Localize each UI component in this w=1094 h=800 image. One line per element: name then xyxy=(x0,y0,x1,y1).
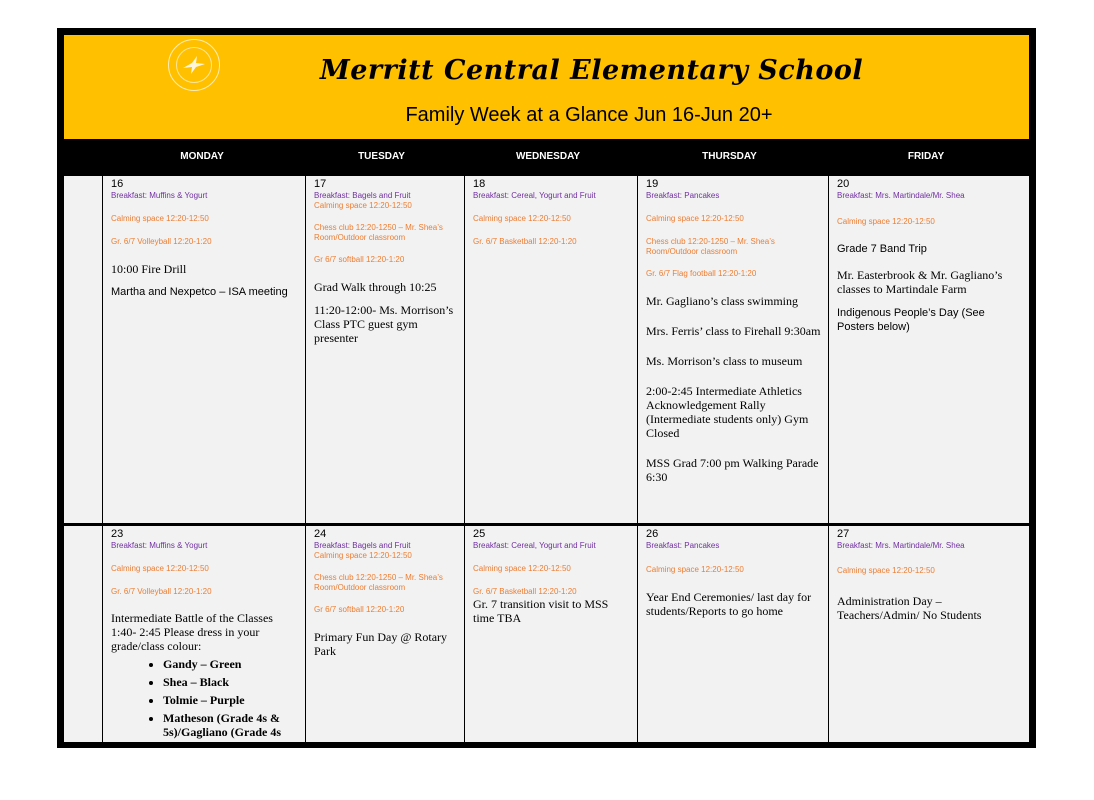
event: Primary Fun Day @ Rotary Park xyxy=(314,630,448,658)
day-cell-27 xyxy=(829,526,1029,742)
list-item: • Tolmie – Purple xyxy=(163,693,299,707)
breakfast-note: Breakfast: Pancakes xyxy=(646,191,720,200)
day-header-friday: FRIDAY xyxy=(907,151,945,162)
event: Grade 7 Band Trip xyxy=(837,243,927,255)
day-cell-19 xyxy=(638,176,828,523)
breakfast-note: Breakfast: Cereal, Yogurt and Fruit xyxy=(473,541,596,550)
date-number: 16 xyxy=(111,178,124,190)
day-header-tuesday: TUESDAY xyxy=(358,151,405,162)
calming-note: Calming space 12:20-12:50 xyxy=(473,564,571,573)
calming-note: Calming space 12:20-12:50 xyxy=(111,214,209,223)
day-cell-18 xyxy=(465,176,637,523)
class-colour-list xyxy=(111,657,299,739)
week-row-2 xyxy=(64,526,1029,742)
date-number: 19 xyxy=(646,178,659,190)
date-number: 26 xyxy=(646,528,659,540)
breakfast-note: Breakfast: Pancakes xyxy=(646,541,720,550)
week-subtitle: Family Week at a Glance Jun 16-Jun 20+ xyxy=(405,104,773,126)
day-cell-20 xyxy=(829,176,1029,523)
date-number: 18 xyxy=(473,178,486,190)
activity-note: Gr 6/7 softball 12:20-1:20 xyxy=(314,255,405,264)
event: Mrs. Ferris’ class to Firehall 9:30am xyxy=(646,324,821,338)
calming-note: Calming space 12:20-12:50 xyxy=(314,551,412,560)
list-item: • Gandy – Green xyxy=(163,657,299,671)
event: Year End Ceremonies/ last day for students/Reports to go home xyxy=(646,590,812,618)
breakfast-note: Breakfast: Muffins & Yogurt xyxy=(111,191,208,200)
event: Grad Walk through 10:25 xyxy=(314,280,437,294)
date-number: 24 xyxy=(314,528,327,540)
day-header-wednesday: WEDNESDAY xyxy=(515,151,581,162)
activity-note: Gr. 6/7 Volleyball 12:20-1:20 xyxy=(111,587,212,596)
date-number: 27 xyxy=(837,528,850,540)
list-item: • Matheson (Grade 4s & 5s)/Gagliano (Grade 4s xyxy=(163,711,299,739)
club-note: Chess club 12:20-1250 – Mr. Shea’s Room/Outdoor classroom xyxy=(314,223,443,242)
date-number: 17 xyxy=(314,178,327,190)
activity-note: Gr. 6/7 Basketball 12:20-1:20 xyxy=(473,237,577,246)
activity-note: Gr 6/7 softball 12:20-1:20 xyxy=(314,605,405,614)
event: Gr. 7 transition visit to MSS time TBA xyxy=(473,597,609,625)
day-header-thursday: THURSDAY xyxy=(702,151,757,162)
event: Mr. Gagliano’s class swimming xyxy=(646,294,798,308)
date-number: 25 xyxy=(473,528,486,540)
day-cell-16 xyxy=(103,176,305,523)
event: Intermediate Battle of the Classes 1:40- 2:45 Please dress in your grade/class colour: xyxy=(111,611,273,653)
calming-note: Calming space 12:20-12:50 xyxy=(646,565,744,574)
school-name: Merritt Central Elementary School xyxy=(319,55,864,86)
event: 10:00 Fire Drill xyxy=(111,262,187,276)
event: 11:20-12:00- Ms. Morrison’s Class PTC guest gym presenter xyxy=(314,303,454,345)
date-number: 20 xyxy=(837,178,850,190)
calming-note: Calming space 12:20-12:50 xyxy=(473,214,571,223)
date-number: 23 xyxy=(111,528,124,540)
activity-note: Gr. 6/7 Flag football 12:20-1:20 xyxy=(646,269,757,278)
event: Indigenous People’s Day (See Posters below) xyxy=(837,307,985,333)
event: Martha and Nexpetco – ISA meeting xyxy=(111,286,288,298)
breakfast-note: Breakfast: Mrs. Martindale/Mr. Shea xyxy=(837,541,965,550)
calming-note: Calming space 12:20-12:50 xyxy=(111,564,209,573)
list-item: • Shea – Black xyxy=(163,675,299,689)
calming-note: Calming space 12:20-12:50 xyxy=(314,201,412,210)
day-cell-17 xyxy=(306,176,464,523)
activity-note: Gr. 6/7 Volleyball 12:20-1:20 xyxy=(111,237,212,246)
event: Administration Day – Teachers/Admin/ No Students xyxy=(837,594,982,622)
calming-note: Calming space 12:20-12:50 xyxy=(837,566,935,575)
breakfast-note: Breakfast: Cereal, Yogurt and Fruit xyxy=(473,191,596,200)
event: Ms. Morrison’s class to museum xyxy=(646,354,803,368)
breakfast-note: Breakfast: Bagels and Fruit xyxy=(314,191,411,200)
calming-note: Calming space 12:20-12:50 xyxy=(837,217,935,226)
week-row-1 xyxy=(64,176,1029,523)
header-banner xyxy=(64,35,1029,139)
event: Mr. Easterbrook & Mr. Gagliano’s classes to Martindale Farm xyxy=(837,268,1003,296)
breakfast-note: Breakfast: Muffins & Yogurt xyxy=(111,541,208,550)
day-cell-24 xyxy=(306,526,464,742)
breakfast-note: Breakfast: Mrs. Martindale/Mr. Shea xyxy=(837,191,965,200)
day-cell-26 xyxy=(638,526,828,742)
calendar-frame xyxy=(57,28,1036,748)
event: 2:00-2:45 Intermediate Athletics Acknowledgement Rally (Intermediate students only) Gym Closed xyxy=(646,384,809,440)
club-note: Chess club 12:20-1250 – Mr. Shea’s Room/Outdoor classroom xyxy=(646,237,775,256)
activity-note: Gr. 6/7 Basketball 12:20-1:20 xyxy=(473,587,577,596)
day-cell-23 xyxy=(103,526,305,742)
calming-note: Calming space 12:20-12:50 xyxy=(646,214,744,223)
event: MSS Grad 7:00 pm Walking Parade 6:30 xyxy=(646,456,819,484)
day-header-monday: MONDAY xyxy=(180,151,224,162)
breakfast-note: Breakfast: Bagels and Fruit xyxy=(314,541,411,550)
weekday-header-row xyxy=(57,141,1036,172)
day-cell-25 xyxy=(465,526,637,742)
club-note: Chess club 12:20-1250 – Mr. Shea’s Room/Outdoor classroom xyxy=(314,573,443,592)
